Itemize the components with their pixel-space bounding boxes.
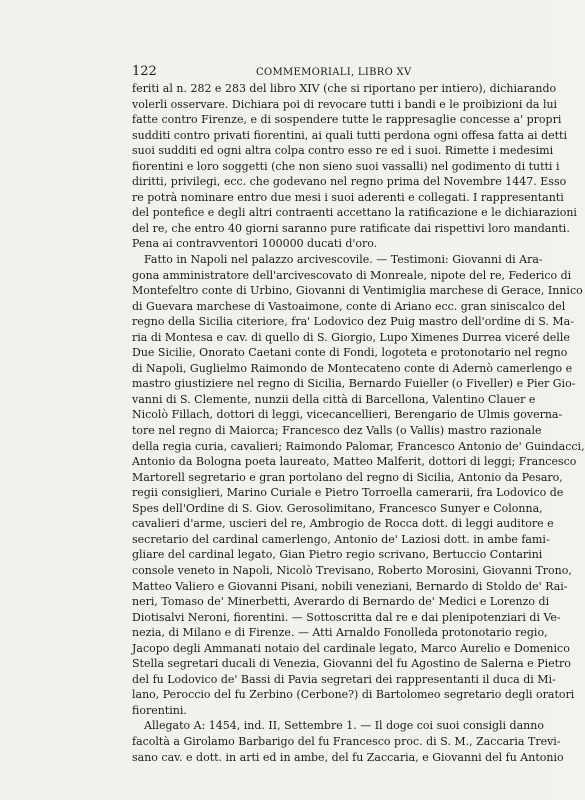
text-line: della regia curia, cavalieri; Raimondo Palomar, Francesco Antonio de' Guindacci, xyxy=(132,439,585,453)
text-line: suoi sudditi ed ogni altra colpa contro esso re ed i suoi. Rimette i medesimi xyxy=(132,144,554,158)
text-line: gliare del cardinal legato, Gian Pietro regio scrivano, Bertuccio Contarini xyxy=(132,548,543,562)
text-line: Due Sicilie, Onorato Caetani conte di Fondi, logoteta e protonotario nel regno xyxy=(132,346,568,360)
text-line: Stella segretari ducali di Venezia, Giovanni del fu Agostino de Salerna e Pietro xyxy=(132,657,571,671)
page-header xyxy=(132,64,515,80)
text-line: Nicolò Fillach, dottori di leggi, vicecancellieri, Berengario de Ulmis governa- xyxy=(132,408,563,422)
text-line: Allegato A: 1454, ind. II, Settembre 1. — Il doge coi suoi consigli danno xyxy=(144,719,544,733)
text-line: regno della Sicilia citeriore, fra' Lodovico dez Puig mastro dell'ordine di S. Ma- xyxy=(132,315,574,329)
text-line: fiorentini e loro soggetti (che non sieno suoi vassalli) nel godimento di tutti i xyxy=(132,159,560,173)
text-line: cavalieri d'arme, uscieri del re, Ambrogio de Rocca dott. di leggi auditore e xyxy=(132,517,554,531)
page-number: 122 xyxy=(132,64,157,79)
text-line: gona amministratore dell'arcivescovato di Monreale, nipote del re, Federico di xyxy=(132,268,572,282)
text-line: console veneto in Napoli, Nicolò Trevisano, Roberto Morosini, Giovanni Trono, xyxy=(132,563,572,577)
text-line: del fu Lodovico de' Bassi di Pavia segretari dei rappresentanti il duca di Mi- xyxy=(132,672,556,686)
text-line: secretario del cardinal camerlengo, Antonio de' Laziosi dott. in ambe fami- xyxy=(132,532,550,546)
text-line: del re, che entro 40 giorni saranno pure ratificate dai rispettivi loro mandanti. xyxy=(132,221,570,235)
text-line: di Napoli, Guglielmo Raimondo de Montecateno conte di Adernò camerlengo e xyxy=(132,361,573,375)
text-line: Matteo Valiero e Giovanni Pisani, nobili veneziani, Bernardo di Stoldo de' Rai- xyxy=(132,579,568,593)
running-head: COMMEMORIALI, LIBRO XV xyxy=(256,67,412,78)
text-line: facoltà a Girolamo Barbarigo del fu Francesco proc. di S. M., Zaccaria Trevi- xyxy=(132,734,561,748)
text-line: feriti al n. 282 e 283 del libro XIV (che si riportano per intiero), dichiarando xyxy=(132,82,557,95)
text-line: regii consiglieri, Marino Curiale e Pietro Torroella camerarii, fra Lodovico de xyxy=(132,486,564,500)
text-line: ria di Montesa e cav. di quello di S. Giorgio, Lupo Ximenes Durrea viceré delle xyxy=(132,330,570,344)
text-line: sano cav. e dott. in arti ed in ambe, del fu Zaccaria, e Giovanni del fu Antonio xyxy=(132,750,564,764)
text-line: neri, Tomaso de' Minerbetti, Averardo di Bernardo de' Medici e Lorenzo di xyxy=(132,595,550,609)
text-line: fiorentini. xyxy=(132,703,187,717)
text-line: Fatto in Napoli nel palazzo arcivescovile. — Testimoni: Giovanni di Ara- xyxy=(144,253,543,267)
text-line: fatte contro Firenze, e di sospendere tutte le rappresaglie concesse a' propri xyxy=(132,113,562,127)
text-line: di Guevara marchese di Vastoaimone, conte di Ariano ecc. gran siniscalco del xyxy=(132,299,566,313)
text-line: volerli osservare. Dichiara poi di revocare tutti i bandi e le proibizioni da lui xyxy=(132,97,558,111)
text-line: lano, Peroccio del fu Zerbino (Cerbone?) di Bartolomeo segretario degli oratori xyxy=(132,688,575,702)
text-line: mastro giustiziere nel regno di Sicilia, Bernardo Fuieller (o Fiveller) e Pier Gio- xyxy=(132,377,576,391)
text-line: Pena ai contravventori 100000 ducati d'oro. xyxy=(132,237,378,251)
text-line: vanni di S. Clemente, nunzii della città di Barcellona, Valentino Clauer e xyxy=(132,392,536,406)
text-line: sudditi contro privati fiorentini, ai quali tutti perdona ogni offesa fatta ai detti xyxy=(132,128,567,142)
body-text xyxy=(132,81,585,765)
text-line: Spes dell'Ordine di S. Giov. Gerosolimitano, Francesco Sunyer e Colonna, xyxy=(132,501,543,515)
text-line: nezia, di Milano e di Firenze. — Atti Arnaldo Fonolleda protonotario regio, xyxy=(132,626,548,640)
text-line: Martorell segretario e gran portolano del regno di Sicilia, Antonio da Pesaro, xyxy=(132,470,563,484)
text-line: del pontefice e degli altri contraenti accettano la ratificazione e le dichiarazioni xyxy=(132,206,577,220)
text-line: Antonio da Bologna poeta laureato, Matteo Malferit, dottori di leggi; Francesco xyxy=(132,455,577,469)
text-line: Jacopo degli Ammanati notaio del cardinale legato, Marco Aurelio e Domenico xyxy=(132,641,570,655)
text-line: re potrà nominare entro due mesi i suoi aderenti e collegati. I rappresentanti xyxy=(132,190,564,204)
text-line: Diotisalvi Neroni, fiorentini. — Sottoscritta dal re e dai plenipotenziari di Ve- xyxy=(132,610,561,624)
text-line: diritti, privilegi, ecc. che godevano nel regno prima del Novembre 1447. Esso xyxy=(132,175,567,189)
text-line: tore nel regno di Maiorca; Francesco dez Valls (o Vallis) mastro razionale xyxy=(132,424,542,438)
text-line: Montefeltro conte di Urbino, Giovanni di Ventimiglia marchese di Gerace, Innico xyxy=(132,284,583,298)
